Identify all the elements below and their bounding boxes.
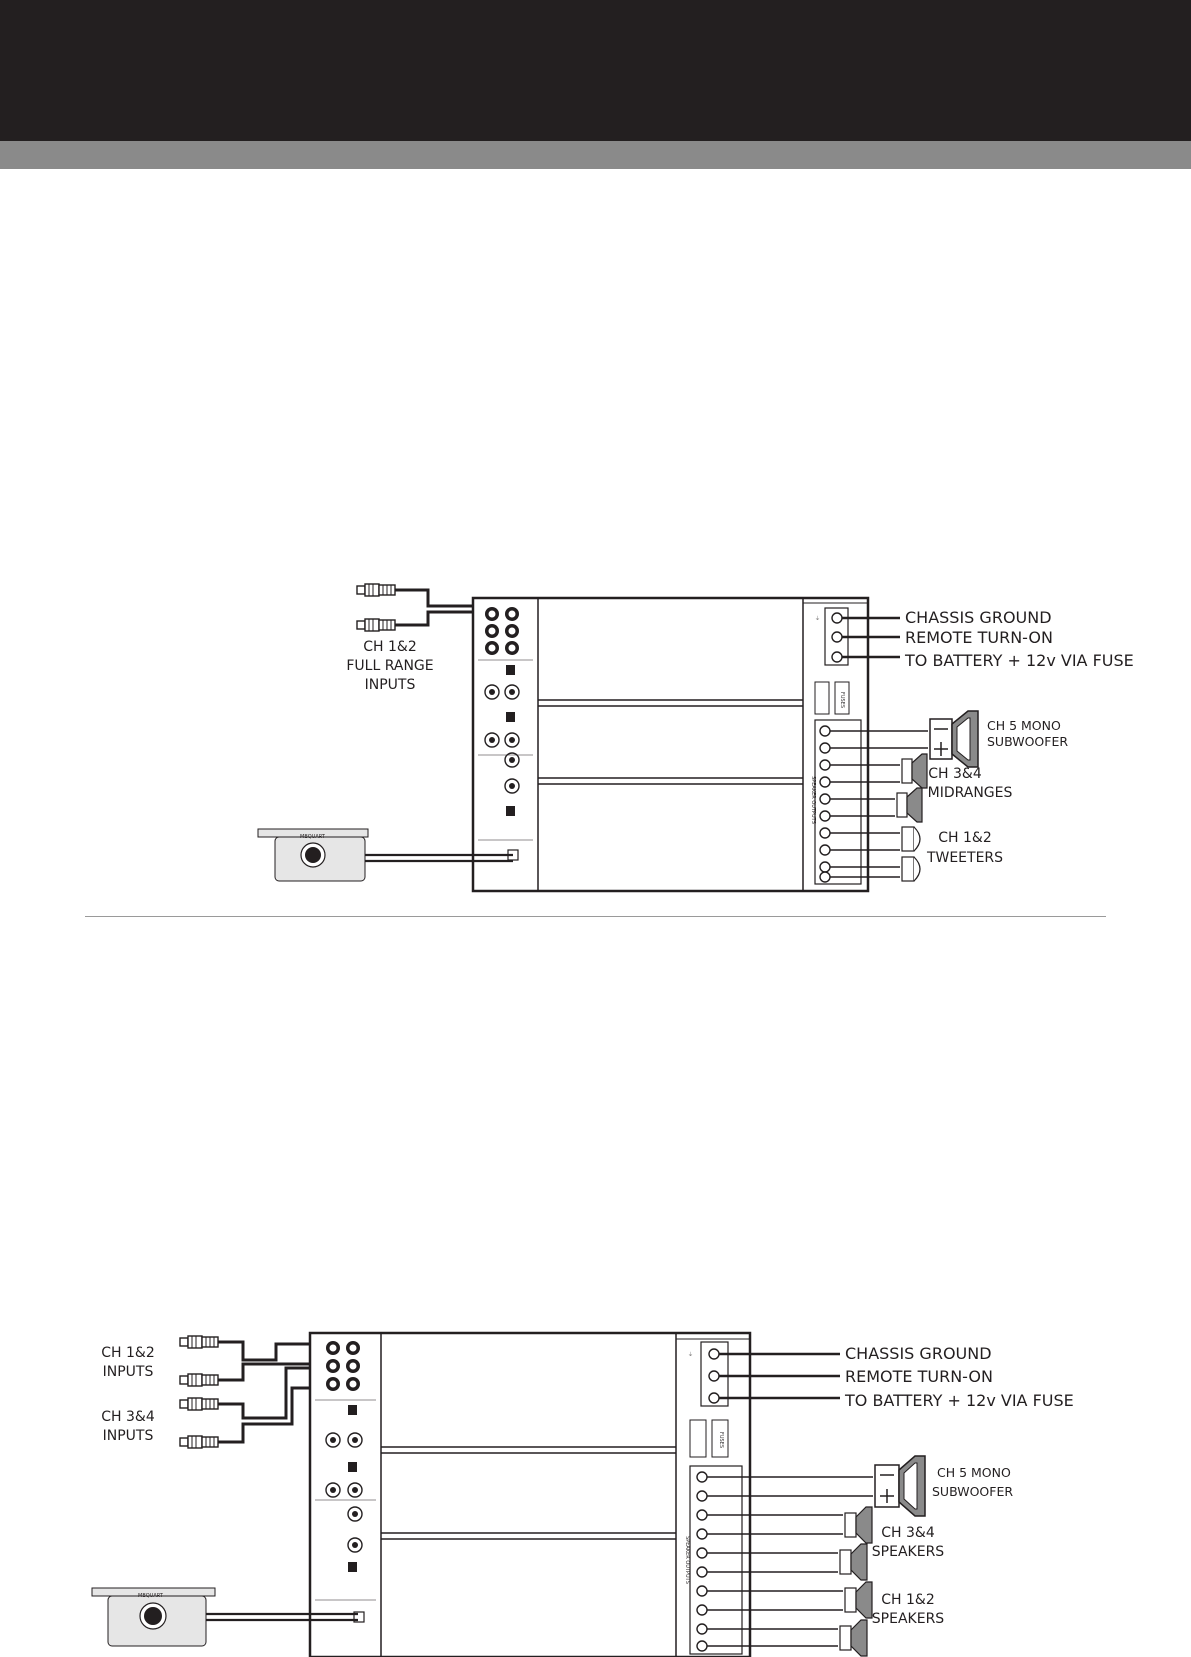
rca-plug-icon [180,1398,218,1410]
speaker-icon [840,1620,867,1656]
svg-text:SPEAKER OUTPUTS: SPEAKER OUTPUTS [684,1536,690,1584]
input-label-line: CH 3&4 [101,1409,155,1425]
amplifier [473,598,868,891]
power-label-remote: REMOTE TURN-ON [905,628,1053,647]
input-label-line: INPUTS [102,1428,154,1444]
power-label-battery: TO BATTERY + 12v VIA FUSE [845,1391,1074,1410]
speaker-label: CH 3&4 [928,766,982,782]
speaker-label: CH 3&4 [881,1525,935,1541]
rca-plug-icon [180,1436,218,1448]
speaker-label: SPEAKERS [871,1544,945,1560]
svg-text:MBQUART: MBQUART [138,1593,163,1599]
subwoofer-icon [930,711,978,767]
speaker-label: SPEAKERS [871,1611,945,1627]
speaker-icon [845,1582,872,1618]
speaker-label: MIDRANGES [927,785,1013,801]
midrange-speaker-icon [897,788,922,822]
remote-bass-control-icon [258,829,368,881]
subwoofer-icon [875,1456,925,1516]
input-label-line: FULL RANGE [346,658,434,674]
input-label-line: INPUTS [364,677,416,693]
power-label-ground: CHASSIS GROUND [845,1344,992,1363]
diagram-2 [92,1333,1074,1657]
rca-plug-icon [180,1374,218,1386]
speaker-label: CH 5 MONO [937,1465,1011,1480]
tweeter-icon [902,857,920,881]
rca-plug-icon [357,619,395,631]
ground-symbol-icon: ⏚ [688,1352,694,1358]
input-label-line: CH 1&2 [363,639,417,655]
speaker-icon [845,1507,872,1543]
svg-text:MBQUART: MBQUART [300,834,325,840]
midrange-speaker-icon [902,754,927,788]
ground-symbol-icon: ⏚ [815,616,821,622]
remote-bass-control-icon [92,1588,215,1646]
speaker-label: CH 5 MONO [987,718,1061,733]
power-label-remote: REMOTE TURN-ON [845,1367,993,1386]
speaker-label: CH 1&2 [881,1592,935,1608]
svg-text:SPEAKER OUTPUTS: SPEAKER OUTPUTS [810,776,816,824]
input-label-line: CH 1&2 [101,1345,155,1361]
speaker-icon [840,1544,867,1580]
rca-plug-icon [180,1336,218,1348]
rca-plug-icon [357,584,395,596]
speaker-label: CH 1&2 [938,830,992,846]
tweeter-icon [902,827,920,851]
diagram-1 [258,584,1134,891]
amplifier [310,1333,750,1657]
speaker-label: SUBWOOFER [932,1484,1014,1499]
power-label-battery: TO BATTERY + 12v VIA FUSE [905,651,1134,670]
power-label-ground: CHASSIS GROUND [905,608,1052,627]
svg-text:FUSES: FUSES [718,1431,724,1449]
svg-text:FUSES: FUSES [839,691,845,709]
speaker-label: TWEETERS [926,850,1004,866]
speaker-label: SUBWOOFER [987,734,1069,749]
input-label-line: INPUTS [102,1364,154,1380]
